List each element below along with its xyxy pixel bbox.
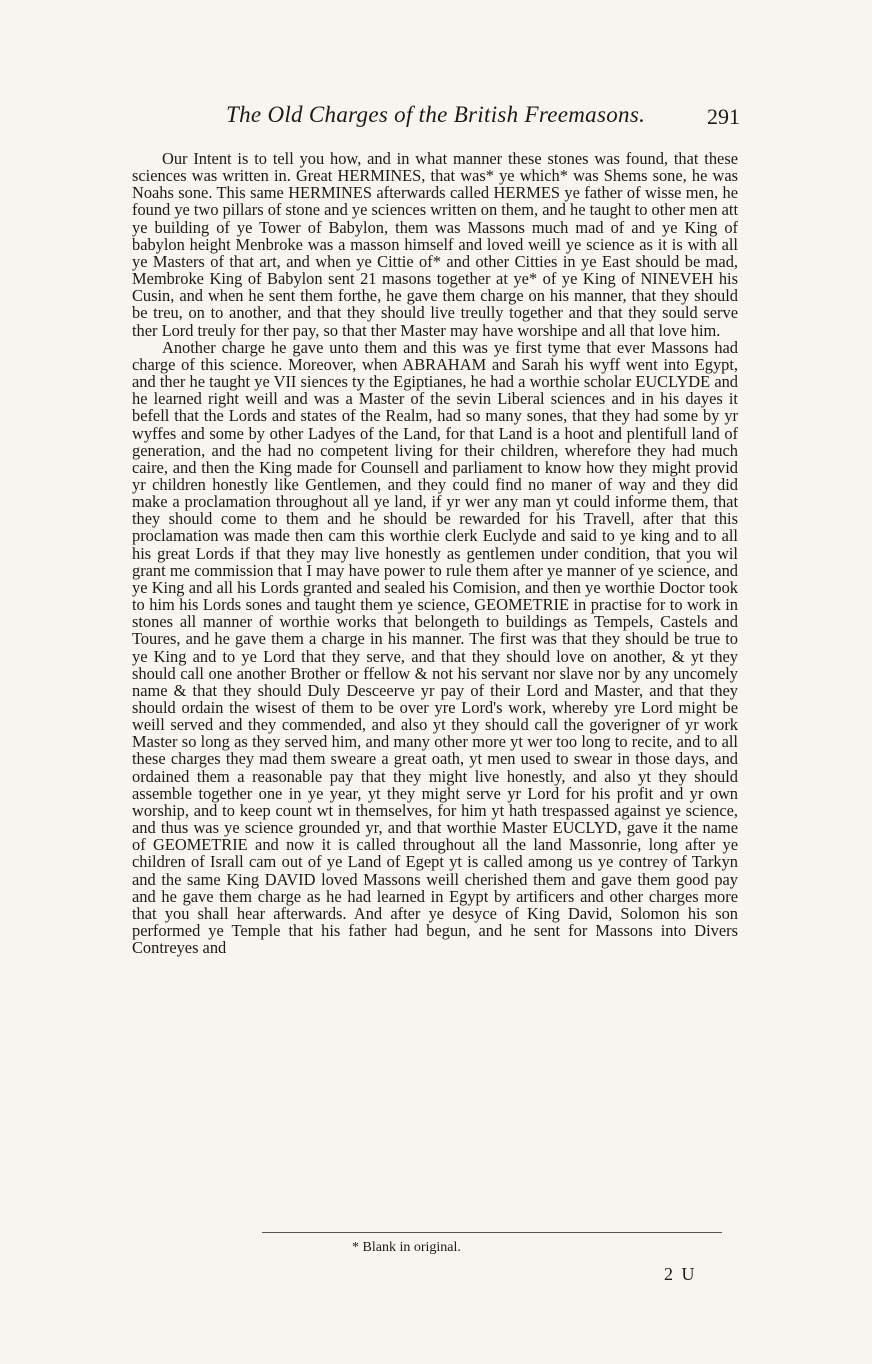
- running-title: The Old Charges of the British Freemasons.: [226, 102, 646, 127]
- footnote-divider: [262, 1232, 722, 1233]
- footnote: * Blank in original.: [352, 1240, 461, 1255]
- running-header: [120, 96, 740, 136]
- body-text: [132, 150, 738, 956]
- page-number: 291: [707, 104, 740, 129]
- paragraph-1: Our Intent is to tell you how, and in what manner these stones was found, that these sciences was written in. Great HERMINES, that was* ye which* was Shems sone, he was Noahs sone. This same HERMINES afterwards called HERMES ye father of wisse men, he found ye two pillars of stone and ye sciences written on them, and he taught to other men att ye building of ye Tower of Babylon, them was Massons much mad of and ye King of babylon height Menbroke was a masson himself and loved weill ye science as it is with all ye Masters of that art, and when ye Cittie of* and other Citties in ye East should be mad, Membroke King of Babylon sent 21 masons together at ye* of ye King of NINEVEH his Cusin, and when he sent them forthe, he gave them charge on his manner, that they should be treu, on to another, and that they should live treully together and that they sould serve ther Lord treuly for ther pay, so that ther Master may have worshipe and all that love him.: [132, 149, 738, 340]
- paragraph-2: Another charge he gave unto them and this was ye first tyme that ever Massons had charge of this science. Moreover, when ABRAHAM and Sarah his wyff went into Egypt, and ther he taught ye VII siences ty the Egiptianes, he had a worthie scholar EUCLYDE and he learned right weill and was a Master of the sevin Liberal sciences and in his dayes it befell that the Lords and states of the Realm, had so many sones, that they had some by yr wyffes and some by other Ladyes of the Land, for that Land is a hoot and plentifull land of generation, and the had no competent living for their children, wherefore they had much caire, and then the King made for Counsell and parliament to know how they might provid yr children honestly like Gentlemen, and they could find no maner of way and they did make a proclamation throughout all ye land, if yr wer any man yt could informe them, that they should come to them and he should be rewarded for his Travell, after that this proclamation was made then cam this worthie clerk Euclyde and said to ye king and to all his great Lords if that they may live honestly as gentlemen under condition, that you wil grant me commission that I may have power to rule them after ye manner of ye science, and ye King and all his Lords granted and sealed his Comision, and then ye worthie Doctor took to him his Lords sones and taught them ye science, GEOMETRIE in practise for to work in stones all manner of worthie works that belongeth to buildings as Tempels, Castels and Toures, and he gave them a charge in his manner. The first was that they should be true to ye King and to ye Lord that they serve, and that they should love on another, & yt they should call one another Brother or ffellow & not his servant nor slave nor by any uncomely name & that they should Duly Desceerve yr pay of their Lord and Master, and that they should ordain the wisest of them to be over yre Lord's work, whereby yre Lord might be weill served and they commended, and also yt they should call the goverigner of yr work Master so long as they served him, and many other more yt wer too long to recite, and to all these charges they mad them sweare a great oath, yt men used to swear in those days, and ordained them a reasonable pay that they might live honestly, and also yt they should assemble together one in ye year, yt they might serve yr Lord for his profit and yr own worship, and to keep count wt in themselves, for him yt hath trespassed against ye science, and thus was ye science grounded yr, and that worthie Master EUCLYD, gave it the name of GEOMETRIE and now it is called throughout all the land Massonrie, long after ye children of Israll cam out of ye Land of Egept yt is called among us ye contrey of Tarkyn and the same King DAVID loved Massons weill cherished them and gave them good pay and he gave them charge as he had learned in Egypt by artificers and other charges more that you shall hear afterwards. And after ye desyce of King David, Solomon his son performed ye Temple that his father had begun, and he sent for Massons into Divers Contreyes and: [132, 337, 738, 958]
- signature-mark: 2 U: [664, 1264, 697, 1284]
